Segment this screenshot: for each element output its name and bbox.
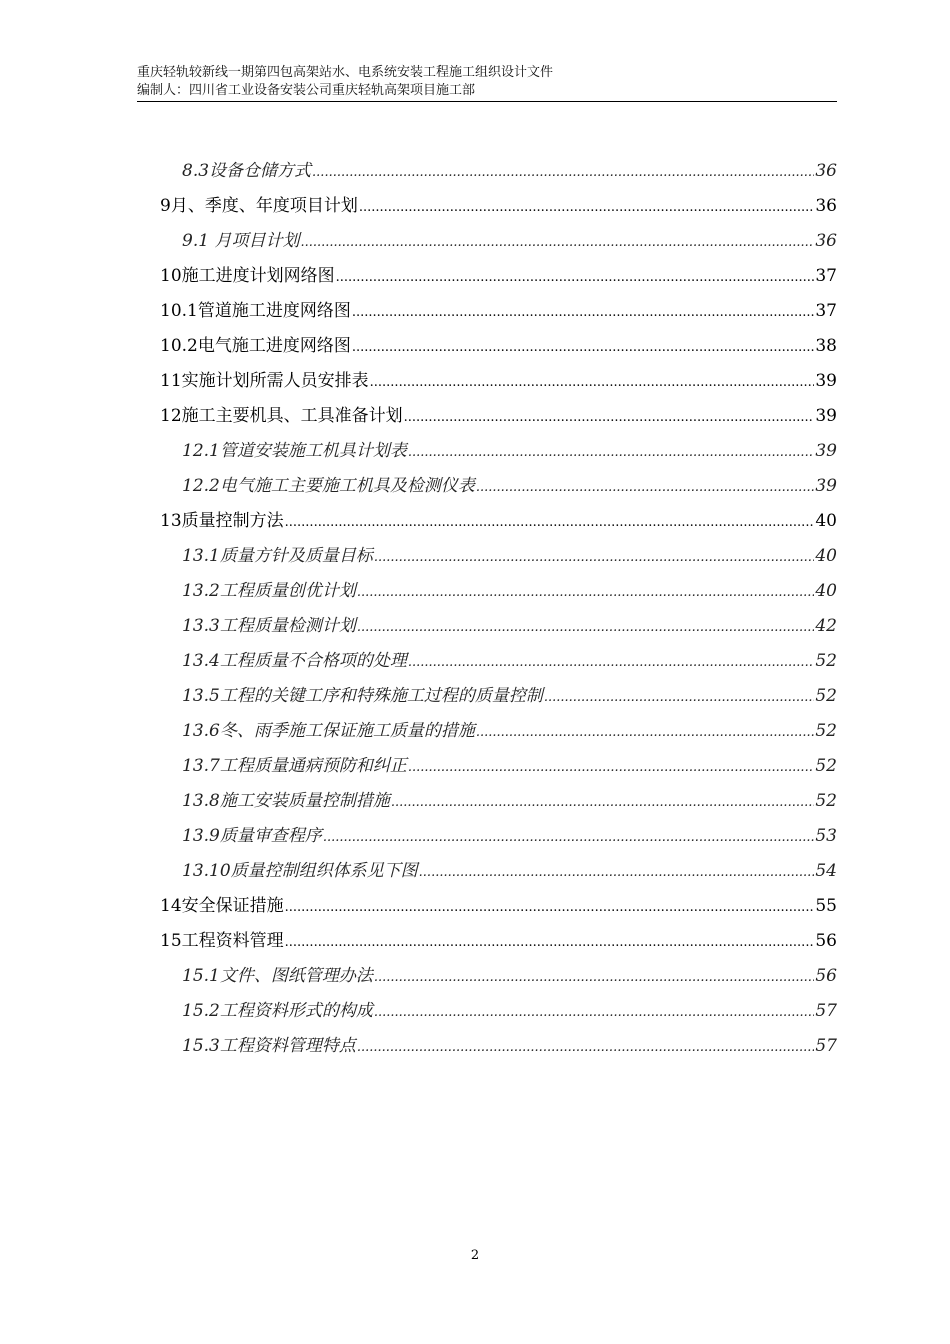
- toc-leader-dots: [374, 960, 815, 995]
- toc-leader-dots: [404, 400, 815, 435]
- toc-entry-page: 52: [815, 721, 837, 741]
- toc-entry-page: 56: [815, 966, 837, 986]
- toc-leader-dots: [357, 1030, 815, 1065]
- toc-leader-dots: [357, 610, 815, 645]
- toc-entry[interactable]: [160, 224, 837, 259]
- toc-entry-page: 39: [815, 371, 837, 391]
- toc-entry-page: 57: [815, 1001, 837, 1021]
- toc-entry-page: 36: [815, 161, 837, 181]
- toc-leader-dots: [352, 295, 815, 330]
- toc-entry-page: 54: [815, 861, 837, 881]
- toc-entry[interactable]: [160, 819, 837, 854]
- toc-entry-title: 10施工进度计划网络图: [160, 266, 335, 286]
- header-author: 编制人：四川省工业设备安装公司重庆轻轨高架项目施工部: [137, 83, 476, 98]
- toc-entry-page: 55: [815, 896, 837, 916]
- toc-entry-title: 13.10质量控制组织体系见下图: [182, 861, 418, 881]
- toc-leader-dots: [476, 715, 815, 750]
- page-number: 2: [470, 1248, 480, 1263]
- toc-entry-page: 56: [815, 931, 837, 951]
- toc-leader-dots: [312, 155, 814, 190]
- toc-entry-page: 40: [815, 546, 837, 566]
- toc-entry-title: 13.5工程的关键工序和特殊施工过程的质量控制: [182, 686, 543, 706]
- toc-entry[interactable]: [160, 539, 837, 574]
- toc-entry[interactable]: [160, 644, 837, 679]
- toc-leader-dots: [285, 925, 815, 960]
- toc-leader-dots: [300, 225, 814, 260]
- page-header: [137, 64, 837, 100]
- toc-entry[interactable]: [160, 1029, 837, 1064]
- toc-entry-title: 8.3设备仓储方式: [182, 161, 312, 181]
- toc-leader-dots: [323, 820, 815, 855]
- toc-entry-page: 42: [815, 616, 837, 636]
- toc-leader-dots: [544, 680, 815, 715]
- toc-entry[interactable]: [160, 609, 837, 644]
- toc-entry-page: 40: [815, 511, 837, 531]
- toc-leader-dots: [357, 575, 815, 610]
- toc-entry[interactable]: [160, 154, 837, 189]
- toc-entry-page: 52: [815, 651, 837, 671]
- toc-entry-page: 37: [815, 301, 837, 321]
- toc-leader-dots: [374, 540, 815, 575]
- toc-leader-dots: [359, 190, 815, 225]
- toc-entry[interactable]: [160, 679, 837, 714]
- toc-entry-page: 52: [815, 686, 837, 706]
- toc-leader-dots: [391, 785, 815, 820]
- toc-entry-title: 13.9质量审查程序: [182, 826, 322, 846]
- toc-entry-page: 38: [815, 336, 837, 356]
- toc-leader-dots: [408, 645, 815, 680]
- toc-entry-title: 13.7工程质量通病预防和纠正: [182, 756, 407, 776]
- toc-entry[interactable]: [160, 364, 837, 399]
- toc-entry-page: 53: [815, 826, 837, 846]
- toc-entry-title: 10.2电气施工进度网络图: [160, 336, 351, 356]
- toc-entry[interactable]: [160, 889, 837, 924]
- toc-leader-dots: [370, 365, 815, 400]
- toc-entry-page: 37: [815, 266, 837, 286]
- table-of-contents: [160, 154, 837, 1064]
- toc-entry[interactable]: [160, 924, 837, 959]
- toc-entry-title: 15.1文件、图纸管理办法: [182, 966, 373, 986]
- toc-entry[interactable]: [160, 259, 837, 294]
- toc-entry-title: 13质量控制方法: [160, 511, 284, 531]
- toc-entry[interactable]: [160, 399, 837, 434]
- toc-entry-title: 11实施计划所需人员安排表: [160, 371, 369, 391]
- toc-leader-dots: [408, 435, 815, 470]
- toc-entry[interactable]: [160, 784, 837, 819]
- toc-entry-title: 9月、季度、年度项目计划: [160, 196, 358, 216]
- toc-leader-dots: [374, 995, 815, 1030]
- toc-entry-page: 39: [815, 441, 837, 461]
- toc-entry-title: 12.1管道安装施工机具计划表: [182, 441, 407, 461]
- toc-entry[interactable]: [160, 854, 837, 889]
- toc-entry-page: 36: [815, 231, 837, 251]
- toc-entry[interactable]: [160, 294, 837, 329]
- toc-entry[interactable]: [160, 329, 837, 364]
- toc-entry[interactable]: [160, 714, 837, 749]
- toc-entry[interactable]: [160, 994, 837, 1029]
- toc-entry-page: 36: [815, 196, 837, 216]
- toc-entry-title: 14安全保证措施: [160, 896, 284, 916]
- header-document-title: 重庆轻轨较新线一期第四包高架站水、电系统安装工程施工组织设计文件: [137, 65, 554, 80]
- toc-leader-dots: [352, 330, 815, 365]
- toc-entry[interactable]: [160, 189, 837, 224]
- toc-entry-page: 40: [815, 581, 837, 601]
- toc-leader-dots: [285, 890, 815, 925]
- toc-entry-title: 12.2电气施工主要施工机具及检测仪表: [182, 476, 475, 496]
- toc-entry-title: 12施工主要机具、工具准备计划: [160, 406, 403, 426]
- toc-entry-page: 39: [815, 406, 837, 426]
- toc-entry-title: 9.1 月项目计划: [182, 231, 300, 251]
- toc-entry[interactable]: [160, 574, 837, 609]
- toc-entry-title: 13.2工程质量创优计划: [182, 581, 356, 601]
- toc-entry[interactable]: [160, 434, 837, 469]
- toc-entry-title: 10.1管道施工进度网络图: [160, 301, 351, 321]
- toc-entry-title: 15工程资料管理: [160, 931, 284, 951]
- toc-entry[interactable]: [160, 504, 837, 539]
- toc-entry-title: 13.1质量方针及质量目标: [182, 546, 373, 566]
- toc-entry-page: 39: [815, 476, 837, 496]
- toc-entry[interactable]: [160, 959, 837, 994]
- toc-entry-title: 13.6冬、雨季施工保证施工质量的措施: [182, 721, 475, 741]
- toc-leader-dots: [408, 750, 815, 785]
- toc-leader-dots: [419, 855, 815, 890]
- toc-leader-dots: [336, 260, 815, 295]
- toc-entry[interactable]: [160, 749, 837, 784]
- header-divider: [137, 101, 837, 102]
- toc-entry-title: 13.3工程质量检测计划: [182, 616, 356, 636]
- toc-entry-page: 52: [815, 791, 837, 811]
- toc-entry-title: 13.8施工安装质量控制措施: [182, 791, 390, 811]
- toc-entry-page: 57: [815, 1036, 837, 1056]
- toc-entry-page: 52: [815, 756, 837, 776]
- toc-entry-title: 13.4工程质量不合格项的处理: [182, 651, 407, 671]
- toc-leader-dots: [285, 505, 815, 540]
- toc-entry-title: 15.2工程资料形式的构成: [182, 1001, 373, 1021]
- toc-entry[interactable]: [160, 469, 837, 504]
- toc-entry-title: 15.3工程资料管理特点: [182, 1036, 356, 1056]
- toc-leader-dots: [476, 470, 815, 505]
